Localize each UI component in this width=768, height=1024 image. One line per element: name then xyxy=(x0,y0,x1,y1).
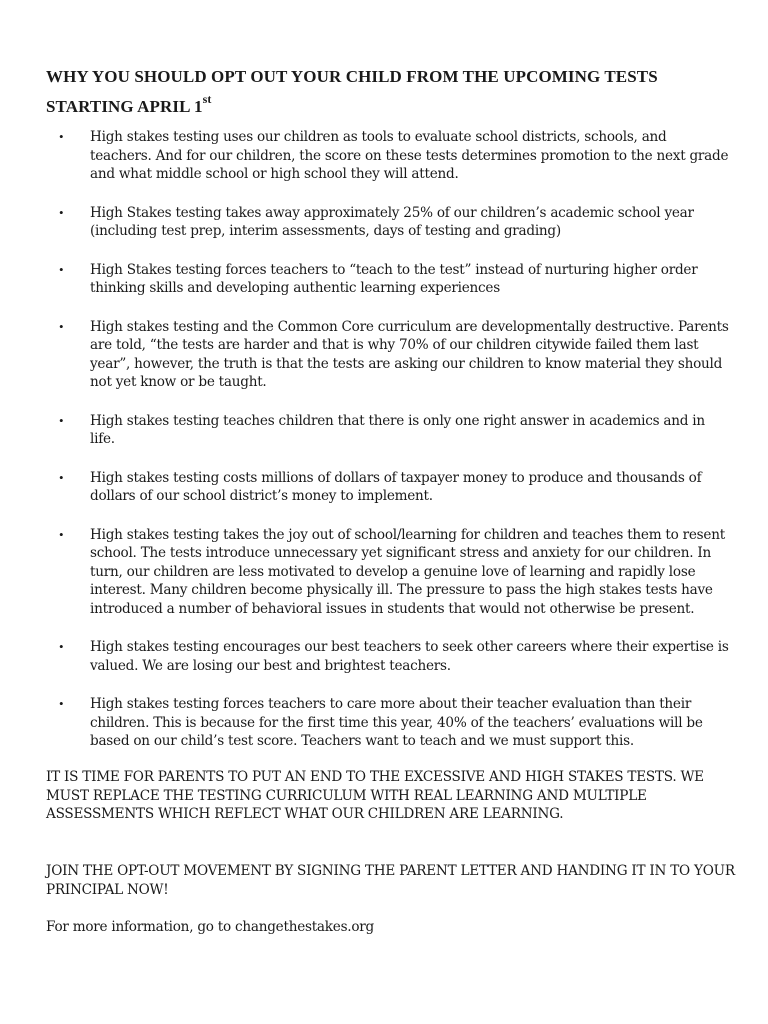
bullet-item xyxy=(0,318,768,392)
bullet-item xyxy=(0,469,768,506)
bullet-item xyxy=(0,695,768,751)
bullet-item xyxy=(0,638,768,675)
bullet-text: High stakes testing and the Common Core curriculum are developmentally destructive. Parents are told, “the tests are harder and that is why 70% of our children citywide failed them last year”, however, the truth is that the tests are asking our children to know material they should not yet know or be taught. xyxy=(90,318,729,390)
bullet-marker: • xyxy=(59,526,64,542)
bullet-marker: • xyxy=(59,204,64,220)
title-superscript: st xyxy=(202,92,212,106)
bullet-marker: • xyxy=(59,318,64,334)
closing-statement: IT IS TIME FOR PARENTS TO PUT AN END TO THE EXCESSIVE AND HIGH STAKES TESTS. WE MUST REPLACE THE TESTING CURRICULUM WITH REAL LEARNING AND MULTIPLE ASSESSMENTS WHICH REFLECT WHAT OUR CHILDREN ARE LEARNING. xyxy=(46,769,704,822)
bullet-item xyxy=(0,412,768,449)
bullet-text: High stakes testing forces teachers to care more about their teacher evaluation than their children. This is because for the first time this year, 40% of the teachers’ evaluations will be based on our child’s test score. Teachers want to teach and we must support this. xyxy=(90,696,703,749)
bullet-list xyxy=(0,128,768,771)
bullet-marker: • xyxy=(59,412,64,428)
bullet-item xyxy=(0,204,768,241)
bullet-item xyxy=(0,128,768,184)
more-info-line: For more information, go to changethestakes.org xyxy=(46,919,375,935)
bullet-text: High Stakes testing takes away approximately 25% of our children’s academic school year (including test prep, interim assessments, days of testing and grading) xyxy=(90,204,694,239)
bullet-text: High stakes testing encourages our best teachers to seek other careers where their expertise is valued. We are losing our best and brightest teachers. xyxy=(90,639,729,674)
bullet-text: High stakes testing teaches children that there is only one right answer in academics and in life. xyxy=(90,412,705,447)
title-text: WHY YOU SHOULD OPT OUT YOUR CHILD FROM THE UPCOMING TESTS STARTING APRIL 1 xyxy=(46,67,658,116)
bullet-text: High stakes testing takes the joy out of school/learning for children and teaches them to resent school. The tests introduce unnecessary yet significant stress and anxiety for our children. In turn, our children are less motivated to develop a genuine love of learning and rapidly lose interest. Many children become physically ill. The pressure to pass the high stakes tests have introduced a number of behavioral issues in students that would not otherwise be present. xyxy=(90,526,725,617)
bullet-text: High stakes testing uses our children as tools to evaluate school districts, schools, and teachers. And for our children, the score on these tests determines promotion to the next grade and what middle school or high school they will attend. xyxy=(90,129,729,182)
bullet-marker: • xyxy=(59,639,64,654)
bullet-item xyxy=(0,526,768,619)
bullet-text: High stakes testing costs millions of dollars of taxpayer money to produce and thousands of dollars of our school district’s money to implement. xyxy=(90,469,702,504)
document-title xyxy=(46,62,726,122)
bullet-marker: • xyxy=(59,696,64,711)
bullet-marker: • xyxy=(59,261,64,277)
bullet-text: High Stakes testing forces teachers to “teach to the test” instead of nurturing higher order thinking skills and developing authentic learning experiences xyxy=(90,261,698,296)
call-to-action: JOIN THE OPT-OUT MOVEMENT BY SIGNING THE PARENT LETTER AND HANDING IT IN TO YOUR PRINCIPAL NOW! xyxy=(46,863,735,898)
bullet-marker: • xyxy=(59,469,64,485)
bullet-item xyxy=(0,261,768,298)
bullet-marker: • xyxy=(59,129,64,144)
